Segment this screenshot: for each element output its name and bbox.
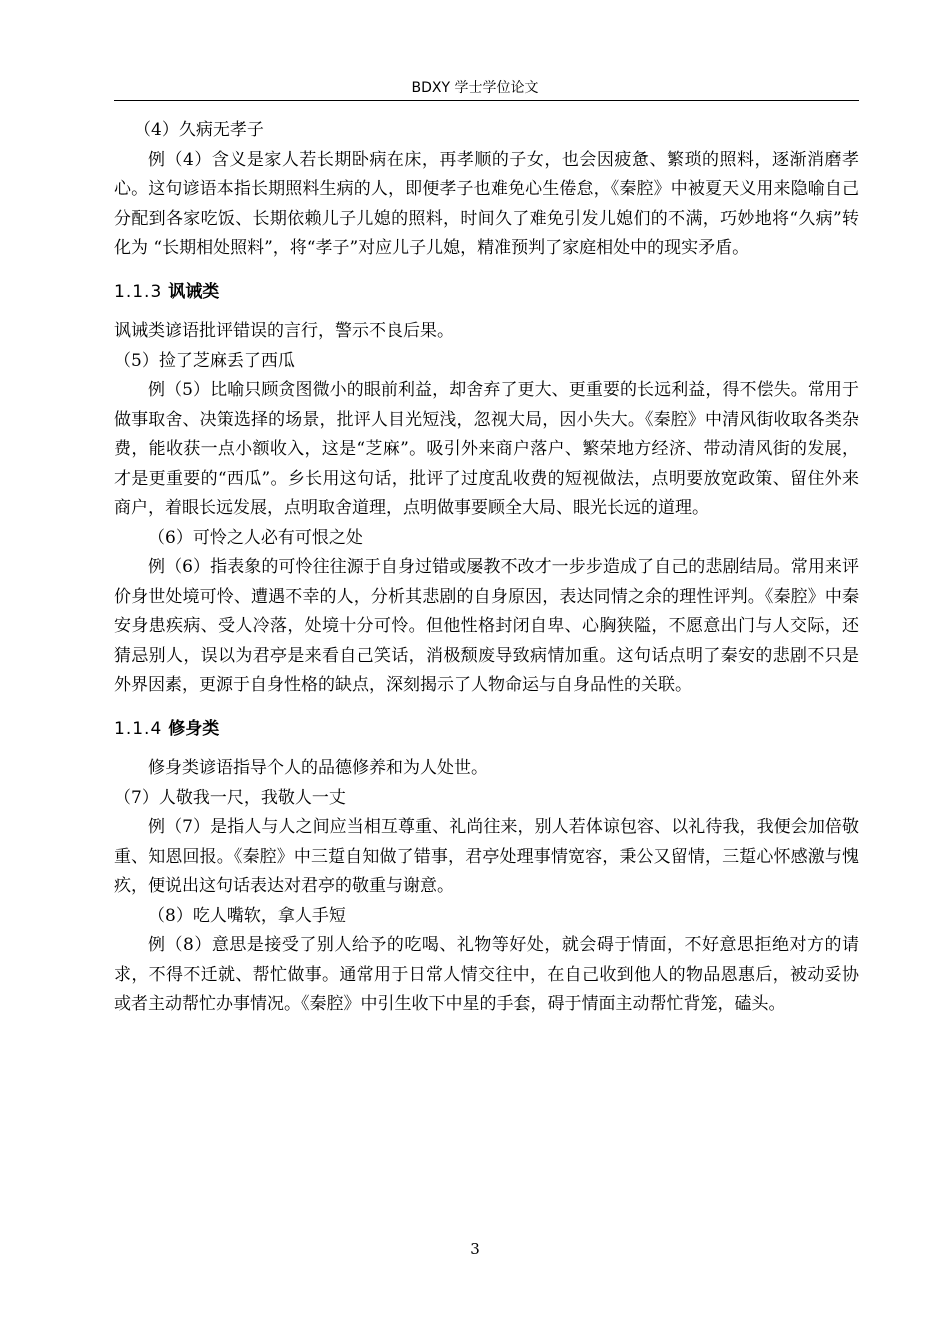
- example-8-title: （8）吃人嘴软，拿人手短: [148, 905, 346, 926]
- section-1-1-3-intro: 讽诫类谚语批评错误的言行，警示不良后果。: [114, 321, 454, 341]
- example-4-title: （4）久病无孝子: [134, 120, 264, 140]
- header-rule: [114, 100, 859, 101]
- section-1-1-4-intro: 修身类谚语指导个人的品德修养和为人处世。: [148, 758, 488, 778]
- example-8-body: 例（8）意思是接受了别人给予的吃喝、礼物等好处，就会碍于情面，不好意思拒绝对方的请求，不得不迁就、帮忙做事。通常用于日常人情交往中，在自己收到他人的物品恩惠后，被动妥协或者主动帮忙办事情况。《秦腔》中引生收下中星的手套，碍于情面主动帮忙背笼，磕头。: [114, 935, 859, 1014]
- example-6-body: 例（6）指表象的可怜往往源于自身过错或屡教不改才一步步造成了自己的悲剧结局。常用来评价身世处境可怜、遭遇不幸的人，分析其悲剧的自身原因，表达同情之余的理性评判。《秦腔》中秦安身患疾病、受人冷落，处境十分可怜。但他性格封闭自卑、心胸狭隘，不愿意出门与人交际，还猜忌别人，误以为君亭是来看自己笑话，消极颓废导致病情加重。这句话点明了秦安的悲剧不只是外界因素，更源于自身性格的缺点，深刻揭示了人物命运与自身品性的关联。: [114, 557, 859, 695]
- running-header: BDXY 学士学位论文: [411, 80, 539, 96]
- example-5-title: （5）捡了芝麻丢了西瓜: [114, 350, 295, 371]
- example-7-body: 例（7）是指人与人之间应当相互尊重、礼尚往来，别人若体谅包容、以礼待我，我便会加倍敬重、知恩回报。《秦腔》中三踅自知做了错事，君亭处理事情宽容，秉公又留情，三踅心怀感激与愧疚，便说出这句话表达对君亭的敬重与谢意。: [114, 817, 859, 896]
- section-number: 1.1.3: [114, 281, 163, 302]
- section-1-1-3-heading: [114, 278, 859, 308]
- example-4-body: 例（4）含义是家人若长期卧病在床，再孝顺的子女，也会因疲惫、繁琐的照料，逐渐消磨孝心。这句谚语本指长期照料生病的人，即便孝子也难免心生倦怠，《秦腔》中被夏天义用来隐喻自己分配到各家吃饭、长期依赖儿子儿媳的照料，时间久了难免引发儿媳们的不满，巧妙地将“久病”转化为 “长期相处照料”，将“孝子”对应儿子儿媳，精准预判了家庭相处中的现实矛盾。: [114, 149, 859, 258]
- section-title: 修身类: [168, 718, 220, 739]
- section-number: 1.1.4: [114, 718, 163, 739]
- page-number: 3: [470, 1240, 480, 1258]
- section-1-1-4-heading: [114, 715, 859, 745]
- section-title: 讽诫类: [168, 281, 220, 302]
- page-body: [114, 116, 859, 1020]
- example-5-body: 例（5）比喻只顾贪图微小的眼前利益，却舍弃了更大、更重要的长远利益，得不偿失。常用于做事取舍、决策选择的场景，批评人目光短浅，忽视大局，因小失大。《秦腔》中清风街收取各类杂费，能收获一点小额收入，这是“芝麻”。吸引外来商户落户、繁荣地方经济、带动清风街的发展，才是更重要的“西瓜”。乡长用这句话，批评了过度乱收费的短视做法，点明要放宽政策、留住外来商户，着眼长远发展，点明取舍道理，点明做事要顾全大局、眼光长远的道理。: [114, 380, 859, 518]
- example-6-title: （6）可怜之人必有可恨之处: [148, 527, 363, 548]
- example-7-title: （7）人敬我一尺，我敬人一丈: [114, 787, 346, 808]
